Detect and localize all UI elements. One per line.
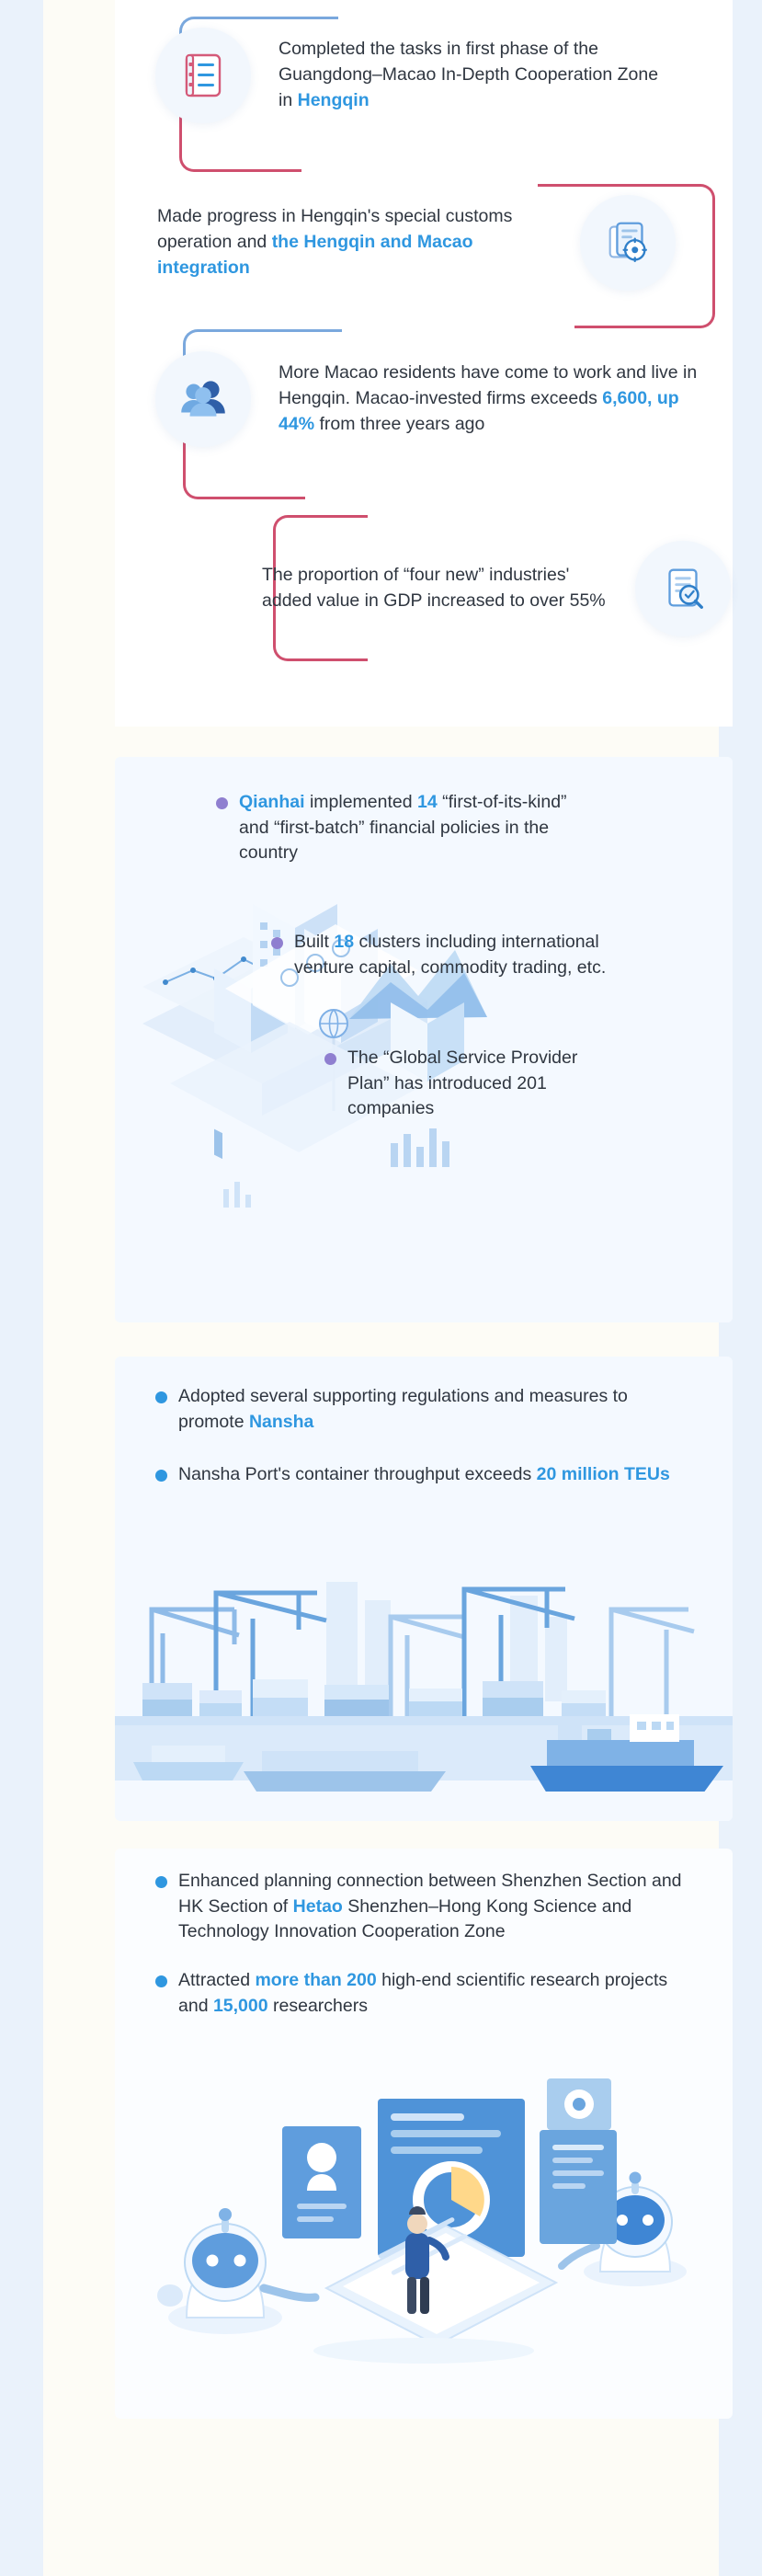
highlight-run: Hengqin xyxy=(297,89,370,110)
bullet-dot-icon xyxy=(324,1053,336,1065)
bullet-dot-icon xyxy=(216,797,228,809)
hetao-item-2 xyxy=(155,1968,688,2019)
text-run-2: “first-of-its-kind” and “first-batch” financial policies in the country xyxy=(239,792,567,864)
hengqin-item-3 xyxy=(155,351,716,447)
port-cranes-ships-illustration xyxy=(115,1545,733,1821)
hetao-item-1 xyxy=(155,1869,688,1945)
hengqin-item-4 xyxy=(262,541,740,636)
text-run-2: Shenzhen–Hong Kong Science and Technology Innovation Cooperation Zone xyxy=(178,1895,632,1942)
qianhai-item-3-text xyxy=(347,1046,600,1122)
text-run-2: clusters including international venture capital, commodity trading, etc. xyxy=(294,932,607,978)
text-run: Completed the tasks in first phase of the Guangdong–Macao In-Depth Cooperation Zone in xyxy=(279,39,659,110)
text-run: More Macao residents have come to work and live in Hengqin. Macao-invested firms exceeds xyxy=(279,362,698,409)
nansha-section xyxy=(115,1357,733,1821)
text-run-2: high-end scientific research projects and xyxy=(178,1970,668,2016)
hengqin-item-3-text xyxy=(279,361,711,437)
customs-gear-icon xyxy=(580,195,676,291)
text-run: Made progress in Hengqin's special customs operation and xyxy=(157,206,513,253)
text-run: The proportion of “four new” industries' added value in GDP increased to over 55% xyxy=(262,565,606,611)
bullet-dot-icon xyxy=(155,1391,167,1403)
nansha-item-2 xyxy=(155,1462,670,1488)
text-run: The “Global Service Provider Plan” has introduced 201 companies xyxy=(347,1048,578,1119)
highlight-run: Hetao xyxy=(292,1895,343,1917)
text-run: implemented xyxy=(304,792,418,812)
highlight-run: the Hengqin and Macao integration xyxy=(157,232,473,278)
text-run: Attracted xyxy=(178,1970,256,1990)
bullet-dot-icon xyxy=(155,1470,167,1482)
hetao-item-2-text xyxy=(178,1968,688,2019)
highlight-run: Qianhai xyxy=(239,792,305,812)
checklist-icon xyxy=(155,28,251,123)
highlight-run: 18 xyxy=(334,932,355,952)
qianhai-section xyxy=(115,757,733,1322)
hengqin-item-1 xyxy=(155,28,707,123)
qianhai-item-3 xyxy=(324,1046,600,1122)
highlight-run: 20 million TEUs xyxy=(536,1464,670,1484)
nansha-item-1-text xyxy=(178,1384,652,1435)
bullet-dot-icon xyxy=(155,1975,167,1987)
hengqin-item-2 xyxy=(157,195,718,291)
bullet-dot-icon xyxy=(271,937,283,949)
hengqin-item-1-text xyxy=(279,37,674,113)
text-run: Adopted several supporting regulations and measures to promote xyxy=(178,1386,628,1432)
text-run: Nansha Port's container throughput exceeds xyxy=(178,1464,537,1484)
content-panel xyxy=(43,0,719,2576)
qianhai-item-2-text xyxy=(294,930,611,980)
hetao-item-1-text xyxy=(178,1869,688,1945)
hengqin-section xyxy=(115,0,733,727)
qianhai-item-1 xyxy=(216,790,584,866)
nansha-item-2-text xyxy=(178,1462,670,1488)
highlight-run-2: 15,000 xyxy=(212,1995,268,2016)
bullet-dot-icon xyxy=(155,1876,167,1888)
qianhai-item-2 xyxy=(271,930,611,980)
robots-dashboard-researcher-illustration xyxy=(115,2042,733,2410)
hetao-section xyxy=(115,1849,733,2419)
text-run: Enhanced planning connection between Shenzhen Section and HK Section of xyxy=(178,1871,682,1917)
nansha-item-1 xyxy=(155,1384,652,1435)
people-icon xyxy=(155,351,251,447)
text-run: Built xyxy=(294,932,335,952)
text-run-2: from three years ago xyxy=(314,413,485,434)
qianhai-item-1-text xyxy=(239,790,584,866)
highlight-run: Nansha xyxy=(248,1411,314,1432)
highlight-run: more than 200 xyxy=(255,1970,377,1990)
highlight-run: 6,600, up 44% xyxy=(279,388,679,434)
document-search-icon xyxy=(635,541,731,636)
hengqin-item-4-text xyxy=(262,563,620,613)
hengqin-item-2-text xyxy=(157,204,552,280)
text-run-3: researchers xyxy=(267,1995,368,2016)
highlight-run-2: 14 xyxy=(417,792,438,812)
